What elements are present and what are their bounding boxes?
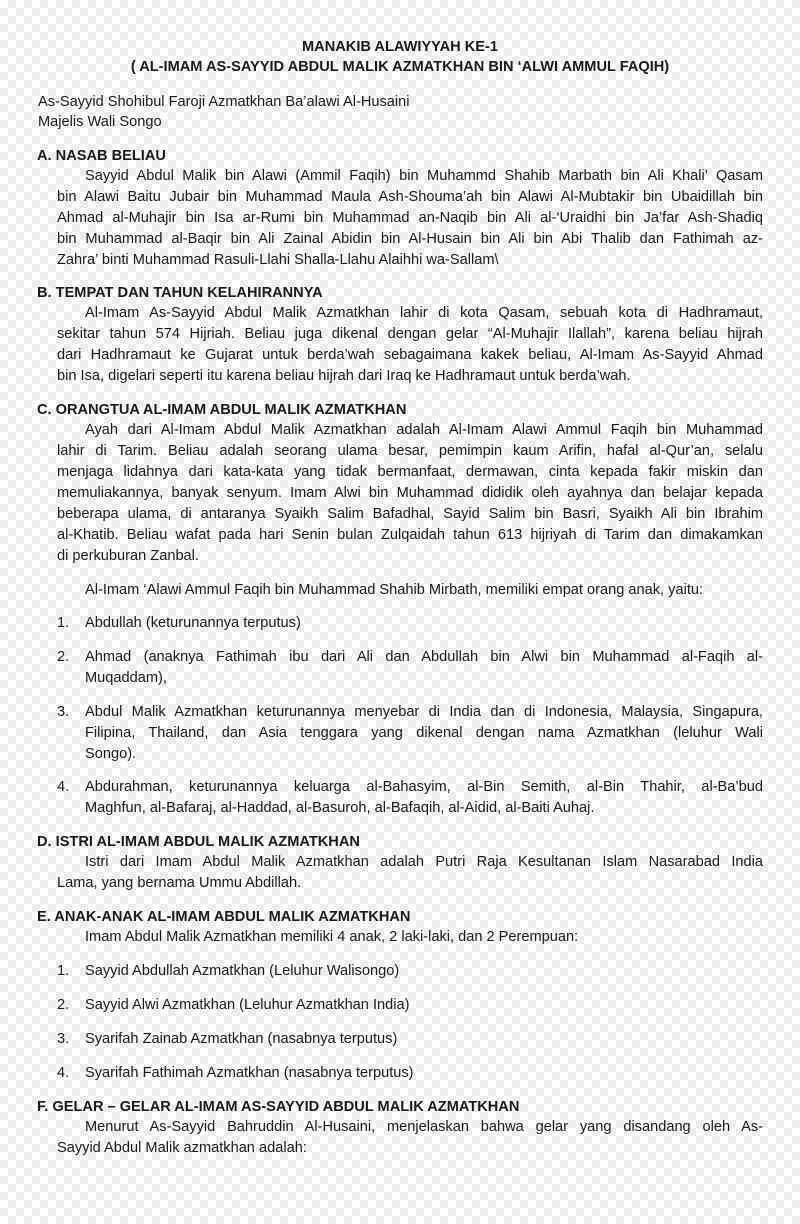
section-a-line: Ahmad al-Muhajir bin Isa ar-Rumi bin Muhammad an-Naqib bin Ali al-‘Uraidhi bin Ja’far Ash-Shadiq xyxy=(57,210,763,226)
section-a-heading: A. NASAB BELIAU xyxy=(37,148,166,164)
section-f-line: Sayyid Abdul Malik azmatkhan adalah: xyxy=(57,1140,307,1156)
section-c-intro: Al-Imam ‘Alawi Ammul Faqih bin Muhammad Shahib Mirbath, memiliki empat orang anak, yaitu: xyxy=(85,582,704,598)
section-b-line: sekitar tahun 574 Hijriah. Beliau juga dikenal dengan gelar “Al-Muhajir Ilallah”, karena beliau hijrah xyxy=(57,326,763,342)
section-d-heading: D. ISTRI AL-IMAM ABDUL MALIK AZMATKHAN xyxy=(37,834,360,850)
document-subtitle: ( AL-IMAM AS-SAYYID ABDUL MALIK AZMATKHAN BIN ‘ALWI AMMUL FAQIH) xyxy=(130,59,670,75)
section-c-line: lahir di Tarim. Beliau adalah seorang ulama besar, pemimpin kaum Arifin, hafal al-Qur’an, selalu xyxy=(57,443,763,459)
list-item: Muqaddam), xyxy=(85,670,167,686)
section-c-line: Ayah dari Al-Imam Abdul Malik Azmatkhan adalah Al-Imam Alawi Ammul Faqih bin Muhammad xyxy=(85,422,763,438)
section-d-line: Istri dari Imam Abdul Malik Azmatkhan adalah Putri Raja Kesultanan Islam Nasarabad India xyxy=(85,854,763,870)
section-a-line: Sayyid Abdul Malik bin Alawi (Ammil Faqih) bin Muhammd Shahib Marbath bin Ali Khali’ Qasam xyxy=(85,168,763,184)
list-item: Syarifah Fathimah Azmatkhan (nasabnya terputus) xyxy=(85,1065,414,1081)
section-c-line: al-Khatib. Beliau wafat pada hari Senin bulan Zulqaidah tahun 613 hijriyah di Tarim dan dimakamkan xyxy=(57,527,763,543)
section-c-line: di perkuburan Zanbal. xyxy=(57,548,199,564)
section-b-heading: B. TEMPAT DAN TAHUN KELAHIRANNYA xyxy=(37,285,323,301)
list-number: 3. xyxy=(57,704,70,720)
section-e-intro: Imam Abdul Malik Azmatkhan memiliki 4 anak, 2 laki-laki, dan 2 Perempuan: xyxy=(85,929,579,945)
list-item: Filipina, Thailand, dan Asia tenggara yang dikenal dengan nama Azmatkhan (leluhur Wali xyxy=(85,725,763,741)
list-item: Maghfun, al-Bafaraj, al-Haddad, al-Basuroh, al-Bafaqih, al-Aidid, al-Baiti Auhaj. xyxy=(85,800,595,816)
section-f-heading: F. GELAR – GELAR AL-IMAM AS-SAYYID ABDUL MALIK AZMATKHAN xyxy=(37,1099,520,1115)
author-org: Majelis Wali Songo xyxy=(38,114,162,130)
author-name: As-Sayyid Shohibul Faroji Azmatkhan Ba’alawi Al-Husaini xyxy=(38,94,410,110)
section-e-heading: E. ANAK-ANAK AL-IMAM ABDUL MALIK AZMATKHAN xyxy=(37,909,411,925)
list-item: Syarifah Zainab Azmatkhan (nasabnya terputus) xyxy=(85,1031,398,1047)
list-number: 3. xyxy=(57,1031,70,1047)
section-b-line: dari Hadhramaut ke Gujarat untuk berda’wah sebagaimana kakek beliau, Al-Imam As-Sayyid Ahmad xyxy=(57,347,763,363)
list-number: 4. xyxy=(57,779,70,795)
section-c-line: memuliakannya, banyak senyum. Imam Alwi bin Muhammad dididik oleh ayahnya dan belajar kepada xyxy=(57,485,763,501)
list-number: 4. xyxy=(57,1065,70,1081)
section-b-line: bin Isa, digelari seperti itu karena beliau hijrah dari Iraq ke Hadhramaut untuk berda’wah. xyxy=(57,368,631,384)
list-item: Sayyid Abdullah Azmatkhan (Leluhur Walisongo) xyxy=(85,963,400,979)
section-c-line: beberapa ulama, di antaranya Syaikh Salim Bafadhal, Sayid Salim bin Basri, Syaikh Ali bin Ibrahim xyxy=(57,506,763,522)
list-number: 2. xyxy=(57,997,70,1013)
list-item: Abdurahman, keturunannya keluarga al-Bahasyim, al-Bin Semith, al-Bin Thahir, al-Ba’bud xyxy=(85,779,763,795)
section-a-line: bin Muhammad al-Baqir bin Ali Zainal Abidin bin Al-Husain bin Ali bin Abi Thalib dan Fathimah az- xyxy=(57,231,763,247)
section-c-line: menjaga lidahnya dari kata-kata yang tidak bermanfaat, dermawan, cinta kepada fakir miskin dan xyxy=(57,464,763,480)
section-b-line: Al-Imam As-Sayyid Abdul Malik Azmatkhan lahir di kota Qasam, sebuah kota di Hadhramaut, xyxy=(85,305,763,321)
list-item: Songo). xyxy=(85,746,137,762)
list-number: 1. xyxy=(57,963,70,979)
section-d-line: Lama, yang bernama Ummu Abdillah. xyxy=(57,875,302,891)
section-f-line: Menurut As-Sayyid Bahruddin Al-Husaini, menjelaskan bahwa gelar yang disandang oleh As- xyxy=(85,1119,763,1135)
section-a-line: bin Alawi Baitu Jubair bin Muhammad Maula Ash-Shouma’ah bin Alawi Al-Mubtakir bin Ubaidillah bin xyxy=(57,189,763,205)
list-number: 1. xyxy=(57,615,70,631)
document-title: MANAKIB ALAWIYYAH KE-1 xyxy=(302,39,498,55)
section-a-line: Zahra’ binti Muhammad Rasuli-Llahi Shalla-Llahu Alaihhi wa-Sallam\ xyxy=(57,252,499,268)
list-item: Abdullah (keturunannya terputus) xyxy=(85,615,301,631)
list-item: Abdul Malik Azmatkhan keturunannya menyebar di India dan di Indonesia, Malaysia, Singapura, xyxy=(85,704,763,720)
list-item: Ahmad (anaknya Fathimah ibu dari Ali dan Abdullah bin Alwi bin Muhammad al-Faqih al- xyxy=(85,649,763,665)
section-c-heading: C. ORANGTUA AL-IMAM ABDUL MALIK AZMATKHAN xyxy=(37,402,407,418)
list-item: Sayyid Alwi Azmatkhan (Leluhur Azmatkhan India) xyxy=(85,997,410,1013)
list-number: 2. xyxy=(57,649,70,665)
